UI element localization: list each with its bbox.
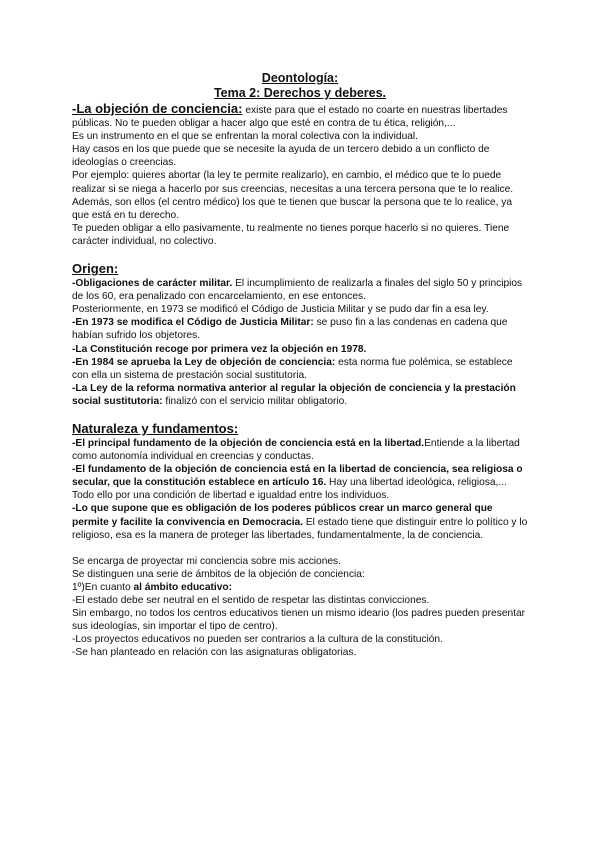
bold-text: -En 1973 se modifica el Código de Justicia Militar: bbox=[72, 317, 314, 329]
list-item bbox=[72, 316, 528, 342]
list-item bbox=[72, 502, 528, 541]
list-item bbox=[72, 382, 528, 408]
bold-text: -Obligaciones de carácter militar. bbox=[72, 278, 233, 290]
paragraph: Se distinguen una serie de ámbitos de la objeción de conciencia: bbox=[72, 568, 365, 580]
list-item: Posteriormente, en 1973 se modificó el Código de Justicia Militar y se pudo dar fin a esa ley. bbox=[72, 304, 489, 316]
text: Entiende a la libertad como autonomía individual en creencias y conductas. bbox=[72, 437, 520, 463]
paragraph: Te pueden obligar a ello pasivamente, tu realmente no tienes porque hacerlo si no quieres. Tiene carácter individual, no colectivo. bbox=[72, 222, 510, 247]
bold-text: -El principal fundamento de la objeción de conciencia está en la libertad. bbox=[72, 437, 425, 449]
paragraph: -Se han planteado en relación con las asignaturas obligatorias. bbox=[72, 647, 357, 659]
paragraph: -Los proyectos educativos no pueden ser contrarios a la cultura de la constitución. bbox=[72, 634, 443, 646]
section-heading-objecion: -La objeción de conciencia: bbox=[72, 101, 243, 116]
text: 1º)En cuanto bbox=[72, 581, 134, 593]
list-item bbox=[72, 277, 528, 303]
spacer bbox=[72, 248, 528, 261]
document-body bbox=[72, 71, 528, 659]
list-item bbox=[72, 356, 528, 382]
document-title bbox=[72, 71, 528, 101]
bold-text: -En 1984 se aprueba la Ley de objeción de conciencia: bbox=[72, 356, 336, 368]
title-line-2: Tema 2: Derechos y deberes. bbox=[213, 86, 387, 100]
text: esta norma fue polémica, se establece con ella un sistema de prestación social sustitutoria. bbox=[72, 356, 513, 381]
bold-text: -El fundamento de la objeción de conciencia está en la libertad de conciencia, sea religiosa o secular, que la constitución establece en artículo 16. bbox=[72, 464, 523, 489]
text: finalizó con el servicio militar obligatorio. bbox=[162, 395, 348, 407]
paragraph: Hay casos en los que puede que se necesite la ayuda de un tercero debido a un conflicto de ideologías o creencias. bbox=[72, 144, 490, 169]
list-item bbox=[72, 437, 528, 463]
paragraph: Se encarga de proyectar mi conciencia sobre mis acciones. bbox=[72, 555, 341, 567]
section-heading-naturaleza: Naturaleza y fundamentos: bbox=[72, 420, 239, 436]
bold-text: -Lo que supone que es obligación de los poderes públicos crear un marco general que permite y facilite la convivencia en Democracia. bbox=[72, 503, 493, 528]
bold-text: -La Ley de la reforma normativa anterior al regular la objeción de conciencia y la prestación social sustitutoria: bbox=[72, 382, 516, 407]
bold-text: al ámbito educativo: bbox=[133, 581, 232, 593]
title-line-1: Deontología: bbox=[261, 71, 339, 85]
objecion-intro-text: existe para que el estado no coarte en nuestras libertades públicas. No te pueden obligar a hacer algo que esté en contra de tu ética, religión,... bbox=[72, 105, 508, 130]
section-heading-origen: Origen: bbox=[72, 261, 119, 277]
list-item bbox=[72, 463, 528, 502]
paragraph bbox=[72, 581, 528, 594]
objecion-intro bbox=[72, 101, 528, 130]
paragraph: Por ejemplo: quieres abortar (la ley te permite realizarlo), en cambio, el médico que te lo puede realizar si se niega a hacerlo por sus creencias, necesitas a una tercera persona que te lo realice. Además, son ellos (el centro médico) los que te tienen que buscar la persona que te lo realice, ya que está en tu derecho. bbox=[72, 170, 514, 221]
text: se puso fin a las condenas en cadena que habían sufrido los objetores. bbox=[72, 317, 508, 342]
paragraph: Sin embargo, no todos los centros educativos tienen un mismo ideario (los padres pueden presentar sus ideologías, sin importar el tipo de centro). bbox=[72, 608, 526, 633]
text: Hay una libertad ideológica, religiosa,... Todo ello por una condición de libertad e igualdad entre los individuos. bbox=[72, 477, 507, 502]
list-item bbox=[72, 343, 528, 356]
spacer bbox=[72, 408, 528, 421]
text: El incumplimiento de realizarla a finales del siglo 50 y principios de los 60, era penalizado con encarcelamiento, en ese entonces. bbox=[72, 278, 523, 303]
spacer bbox=[72, 542, 528, 555]
paragraph: Es un instrumento en el que se enfrentan la moral colectiva con la individual. bbox=[72, 131, 419, 143]
bold-text: -La Constitución recoge por primera vez la objeción en 1978. bbox=[72, 343, 367, 355]
text: El estado tiene que distinguir entre lo político y lo religioso, esa es la manera de proteger las libertades, fundamentalmente, la de conciencia. bbox=[72, 516, 528, 541]
paragraph: -El estado debe ser neutral en el sentido de respetar las distintas convicciones. bbox=[72, 595, 430, 606]
